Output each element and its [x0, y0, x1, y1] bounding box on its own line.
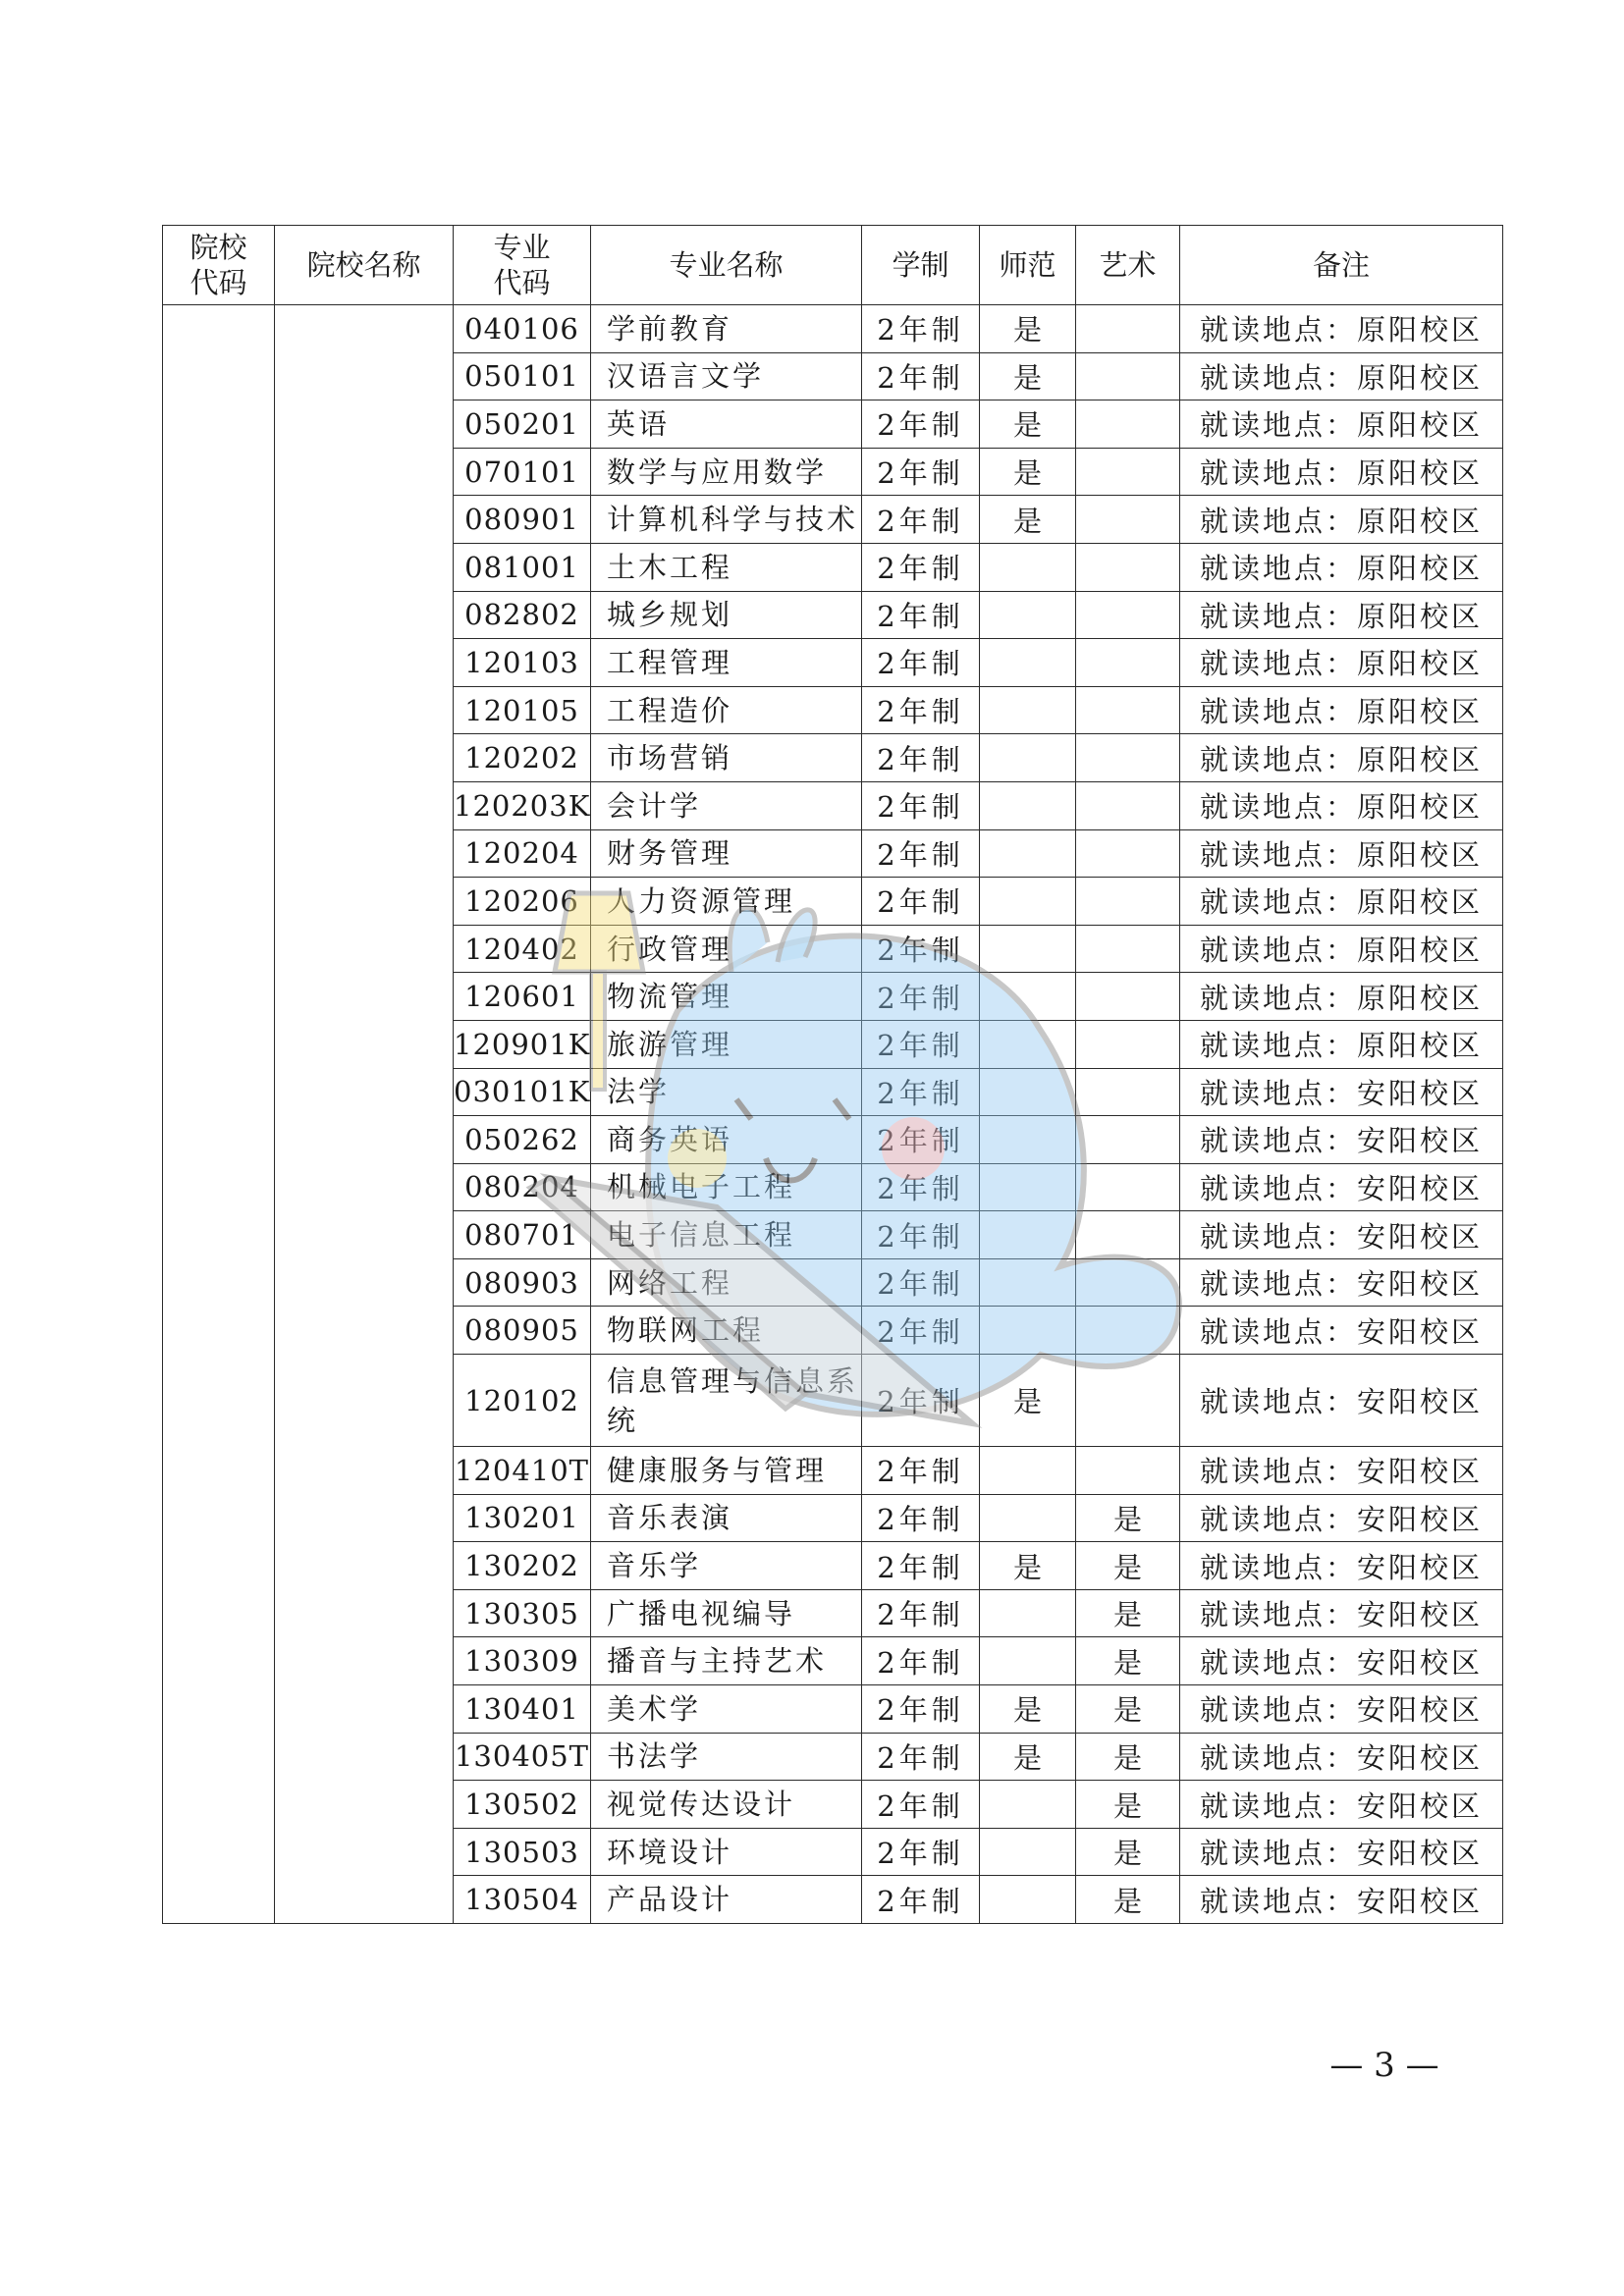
duration-cell: 2年制: [862, 1116, 980, 1164]
major-code-cell: 130309: [454, 1637, 591, 1685]
note-cell: 就读地点：原阳校区: [1180, 305, 1503, 353]
header-normal-label: 师范: [999, 248, 1056, 282]
major-name-cell: 信息管理与信息系统: [591, 1355, 862, 1447]
art-flag-cell: [1076, 1447, 1180, 1495]
header-school-code-label: 院校 代码: [189, 231, 247, 299]
note-cell: 就读地点：安阳校区: [1180, 1307, 1503, 1355]
art-flag-cell: [1076, 781, 1180, 829]
art-flag-cell: [1076, 448, 1180, 496]
major-code-cell: 130401: [454, 1685, 591, 1734]
major-name-cell: 财务管理: [591, 829, 862, 878]
note-cell: 就读地点：原阳校区: [1180, 352, 1503, 400]
duration-cell: 2年制: [862, 1068, 980, 1116]
note-cell: 就读地点：原阳校区: [1180, 496, 1503, 544]
art-flag-cell: 是: [1076, 1494, 1180, 1542]
school-name-cell: [275, 305, 454, 1924]
normal-flag-cell: [980, 686, 1076, 734]
major-name-cell: 计算机科学与技术: [591, 496, 862, 544]
art-flag-cell: [1076, 1355, 1180, 1447]
major-name-cell: 工程管理: [591, 639, 862, 687]
normal-flag-cell: [980, 1828, 1076, 1876]
header-art: [1076, 226, 1180, 305]
major-code-cell: 130502: [454, 1781, 591, 1829]
note-cell: 就读地点：原阳校区: [1180, 400, 1503, 449]
note-cell: 就读地点：安阳校区: [1180, 1447, 1503, 1495]
normal-flag-cell: 是: [980, 1685, 1076, 1734]
normal-flag-cell: [980, 591, 1076, 639]
note-cell: 就读地点：安阳校区: [1180, 1258, 1503, 1307]
duration-cell: 2年制: [862, 543, 980, 591]
art-flag-cell: [1076, 496, 1180, 544]
art-flag-cell: 是: [1076, 1781, 1180, 1829]
art-flag-cell: [1076, 543, 1180, 591]
major-name-cell: 汉语言文学: [591, 352, 862, 400]
duration-cell: 2年制: [862, 781, 980, 829]
major-code-cell: 070101: [454, 448, 591, 496]
major-code-cell: 120105: [454, 686, 591, 734]
duration-cell: 2年制: [862, 305, 980, 353]
duration-cell: 2年制: [862, 1685, 980, 1734]
normal-flag-cell: [980, 639, 1076, 687]
major-name-cell: 健康服务与管理: [591, 1447, 862, 1495]
note-cell: 就读地点：原阳校区: [1180, 781, 1503, 829]
art-flag-cell: [1076, 305, 1180, 353]
duration-cell: 2年制: [862, 1355, 980, 1447]
note-cell: 就读地点：安阳校区: [1180, 1068, 1503, 1116]
normal-flag-cell: [980, 1211, 1076, 1259]
major-name-cell: 城乡规划: [591, 591, 862, 639]
major-code-cell: 050262: [454, 1116, 591, 1164]
note-cell: 就读地点：安阳校区: [1180, 1828, 1503, 1876]
duration-cell: 2年制: [862, 1020, 980, 1068]
note-cell: 就读地点：原阳校区: [1180, 1020, 1503, 1068]
major-code-cell: 130305: [454, 1589, 591, 1637]
major-code-cell: 130503: [454, 1828, 591, 1876]
major-name-cell: 工程造价: [591, 686, 862, 734]
header-major-name-label: 专业名称: [669, 248, 784, 282]
major-name-cell: 行政管理: [591, 925, 862, 973]
normal-flag-cell: [980, 1494, 1076, 1542]
header-duration: [862, 226, 980, 305]
major-name-cell: 英语: [591, 400, 862, 449]
duration-cell: 2年制: [862, 925, 980, 973]
major-code-cell: 080901: [454, 496, 591, 544]
header-major-code-label: 专业 代码: [493, 231, 551, 299]
duration-cell: 2年制: [862, 1876, 980, 1924]
major-code-cell: 082802: [454, 591, 591, 639]
normal-flag-cell: [980, 1637, 1076, 1685]
normal-flag-cell: [980, 829, 1076, 878]
major-name-cell: 会计学: [591, 781, 862, 829]
note-cell: 就读地点：安阳校区: [1180, 1211, 1503, 1259]
school-code-cell: [163, 305, 275, 1924]
normal-flag-cell: [980, 734, 1076, 782]
note-cell: 就读地点：安阳校区: [1180, 1876, 1503, 1924]
table-header-row: [163, 226, 1503, 305]
header-school-name-label: 院校名称: [306, 248, 421, 282]
duration-cell: 2年制: [862, 352, 980, 400]
note-cell: 就读地点：安阳校区: [1180, 1494, 1503, 1542]
art-flag-cell: [1076, 878, 1180, 926]
major-code-cell: 080903: [454, 1258, 591, 1307]
duration-cell: 2年制: [862, 1258, 980, 1307]
major-code-cell: 120601: [454, 973, 591, 1021]
note-cell: 就读地点：安阳校区: [1180, 1116, 1503, 1164]
duration-cell: 2年制: [862, 1307, 980, 1355]
normal-flag-cell: [980, 1447, 1076, 1495]
note-cell: 就读地点：原阳校区: [1180, 734, 1503, 782]
header-normal: [980, 226, 1076, 305]
major-name-cell: 书法学: [591, 1733, 862, 1781]
normal-flag-cell: 是: [980, 352, 1076, 400]
note-cell: 就读地点：安阳校区: [1180, 1637, 1503, 1685]
major-name-cell: 网络工程: [591, 1258, 862, 1307]
normal-flag-cell: [980, 973, 1076, 1021]
art-flag-cell: 是: [1076, 1685, 1180, 1734]
major-code-cell: 120901K: [454, 1020, 591, 1068]
normal-flag-cell: 是: [980, 1542, 1076, 1590]
major-code-cell: 130405T: [454, 1733, 591, 1781]
duration-cell: 2年制: [862, 400, 980, 449]
major-name-cell: 旅游管理: [591, 1020, 862, 1068]
art-flag-cell: 是: [1076, 1542, 1180, 1590]
duration-cell: 2年制: [862, 1163, 980, 1211]
duration-cell: 2年制: [862, 1542, 980, 1590]
header-art-label: 艺术: [1099, 248, 1157, 282]
normal-flag-cell: [980, 1589, 1076, 1637]
normal-flag-cell: [980, 1258, 1076, 1307]
majors-table: [162, 225, 1503, 1924]
major-name-cell: 广播电视编导: [591, 1589, 862, 1637]
duration-cell: 2年制: [862, 1733, 980, 1781]
duration-cell: 2年制: [862, 878, 980, 926]
art-flag-cell: [1076, 400, 1180, 449]
art-flag-cell: [1076, 1163, 1180, 1211]
art-flag-cell: [1076, 686, 1180, 734]
note-cell: 就读地点：原阳校区: [1180, 878, 1503, 926]
major-name-cell: 法学: [591, 1068, 862, 1116]
major-code-cell: 050201: [454, 400, 591, 449]
note-cell: 就读地点：原阳校区: [1180, 686, 1503, 734]
note-cell: 就读地点：安阳校区: [1180, 1733, 1503, 1781]
major-code-cell: 080701: [454, 1211, 591, 1259]
major-name-cell: 视觉传达设计: [591, 1781, 862, 1829]
normal-flag-cell: [980, 1307, 1076, 1355]
normal-flag-cell: 是: [980, 305, 1076, 353]
major-code-cell: 120204: [454, 829, 591, 878]
major-code-cell: 030101K: [454, 1068, 591, 1116]
normal-flag-cell: 是: [980, 400, 1076, 449]
major-name-cell: 美术学: [591, 1685, 862, 1734]
normal-flag-cell: [980, 543, 1076, 591]
header-note-label: 备注: [1312, 248, 1370, 282]
major-name-cell: 产品设计: [591, 1876, 862, 1924]
duration-cell: 2年制: [862, 1781, 980, 1829]
header-note: [1180, 226, 1503, 305]
major-name-cell: 商务英语: [591, 1116, 862, 1164]
art-flag-cell: 是: [1076, 1637, 1180, 1685]
major-code-cell: 080204: [454, 1163, 591, 1211]
table-body: [163, 305, 1503, 1924]
major-name-cell: 土木工程: [591, 543, 862, 591]
header-duration-label: 学制: [892, 248, 949, 282]
major-code-cell: 120402: [454, 925, 591, 973]
duration-cell: 2年制: [862, 1589, 980, 1637]
art-flag-cell: [1076, 829, 1180, 878]
major-code-cell: 080905: [454, 1307, 591, 1355]
major-name-cell: 环境设计: [591, 1828, 862, 1876]
note-cell: 就读地点：原阳校区: [1180, 925, 1503, 973]
art-flag-cell: 是: [1076, 1828, 1180, 1876]
major-name-cell: 学前教育: [591, 305, 862, 353]
art-flag-cell: [1076, 925, 1180, 973]
art-flag-cell: [1076, 1116, 1180, 1164]
art-flag-cell: [1076, 1020, 1180, 1068]
major-code-cell: 130201: [454, 1494, 591, 1542]
normal-flag-cell: [980, 1116, 1076, 1164]
note-cell: 就读地点：原阳校区: [1180, 639, 1503, 687]
normal-flag-cell: 是: [980, 496, 1076, 544]
major-name-cell: 物流管理: [591, 973, 862, 1021]
art-flag-cell: [1076, 1258, 1180, 1307]
art-flag-cell: [1076, 352, 1180, 400]
major-name-cell: 人力资源管理: [591, 878, 862, 926]
major-name-cell: 物联网工程: [591, 1307, 862, 1355]
duration-cell: 2年制: [862, 829, 980, 878]
normal-flag-cell: [980, 1781, 1076, 1829]
major-code-cell: 120206: [454, 878, 591, 926]
major-code-cell: 130504: [454, 1876, 591, 1924]
header-school-code: [163, 226, 275, 305]
note-cell: 就读地点：原阳校区: [1180, 829, 1503, 878]
duration-cell: 2年制: [862, 639, 980, 687]
major-name-cell: 市场营销: [591, 734, 862, 782]
duration-cell: 2年制: [862, 1447, 980, 1495]
major-name-cell: 电子信息工程: [591, 1211, 862, 1259]
art-flag-cell: [1076, 1211, 1180, 1259]
duration-cell: 2年制: [862, 1637, 980, 1685]
table-row: [163, 305, 1503, 353]
duration-cell: 2年制: [862, 591, 980, 639]
art-flag-cell: 是: [1076, 1876, 1180, 1924]
note-cell: 就读地点：原阳校区: [1180, 591, 1503, 639]
normal-flag-cell: 是: [980, 448, 1076, 496]
note-cell: 就读地点：原阳校区: [1180, 543, 1503, 591]
note-cell: 就读地点：安阳校区: [1180, 1355, 1503, 1447]
major-name-cell: 播音与主持艺术: [591, 1637, 862, 1685]
art-flag-cell: [1076, 1307, 1180, 1355]
duration-cell: 2年制: [862, 1211, 980, 1259]
normal-flag-cell: [980, 1876, 1076, 1924]
duration-cell: 2年制: [862, 496, 980, 544]
duration-cell: 2年制: [862, 973, 980, 1021]
note-cell: 就读地点：安阳校区: [1180, 1163, 1503, 1211]
page-number: — 3 —: [1329, 2046, 1439, 2085]
header-major-code: [454, 226, 591, 305]
normal-flag-cell: [980, 878, 1076, 926]
normal-flag-cell: [980, 1020, 1076, 1068]
major-code-cell: 120203K: [454, 781, 591, 829]
major-code-cell: 050101: [454, 352, 591, 400]
normal-flag-cell: 是: [980, 1355, 1076, 1447]
duration-cell: 2年制: [862, 734, 980, 782]
header-school-name: [275, 226, 454, 305]
normal-flag-cell: [980, 781, 1076, 829]
normal-flag-cell: [980, 925, 1076, 973]
major-name-cell: 机械电子工程: [591, 1163, 862, 1211]
header-major-name: [591, 226, 862, 305]
major-code-cell: 120102: [454, 1355, 591, 1447]
art-flag-cell: [1076, 1068, 1180, 1116]
major-name-cell: 音乐学: [591, 1542, 862, 1590]
art-flag-cell: [1076, 591, 1180, 639]
art-flag-cell: 是: [1076, 1733, 1180, 1781]
normal-flag-cell: [980, 1163, 1076, 1211]
art-flag-cell: 是: [1076, 1589, 1180, 1637]
note-cell: 就读地点：安阳校区: [1180, 1685, 1503, 1734]
major-code-cell: 081001: [454, 543, 591, 591]
major-code-cell: 040106: [454, 305, 591, 353]
note-cell: 就读地点：原阳校区: [1180, 973, 1503, 1021]
note-cell: 就读地点：安阳校区: [1180, 1781, 1503, 1829]
major-code-cell: 120202: [454, 734, 591, 782]
art-flag-cell: [1076, 734, 1180, 782]
duration-cell: 2年制: [862, 448, 980, 496]
note-cell: 就读地点：安阳校区: [1180, 1589, 1503, 1637]
normal-flag-cell: 是: [980, 1733, 1076, 1781]
duration-cell: 2年制: [862, 1494, 980, 1542]
note-cell: 就读地点：原阳校区: [1180, 448, 1503, 496]
duration-cell: 2年制: [862, 686, 980, 734]
major-name-cell: 音乐表演: [591, 1494, 862, 1542]
major-code-cell: 120410T: [454, 1447, 591, 1495]
major-code-cell: 120103: [454, 639, 591, 687]
art-flag-cell: [1076, 973, 1180, 1021]
normal-flag-cell: [980, 1068, 1076, 1116]
note-cell: 就读地点：安阳校区: [1180, 1542, 1503, 1590]
major-name-cell: 数学与应用数学: [591, 448, 862, 496]
duration-cell: 2年制: [862, 1828, 980, 1876]
major-code-cell: 130202: [454, 1542, 591, 1590]
art-flag-cell: [1076, 639, 1180, 687]
